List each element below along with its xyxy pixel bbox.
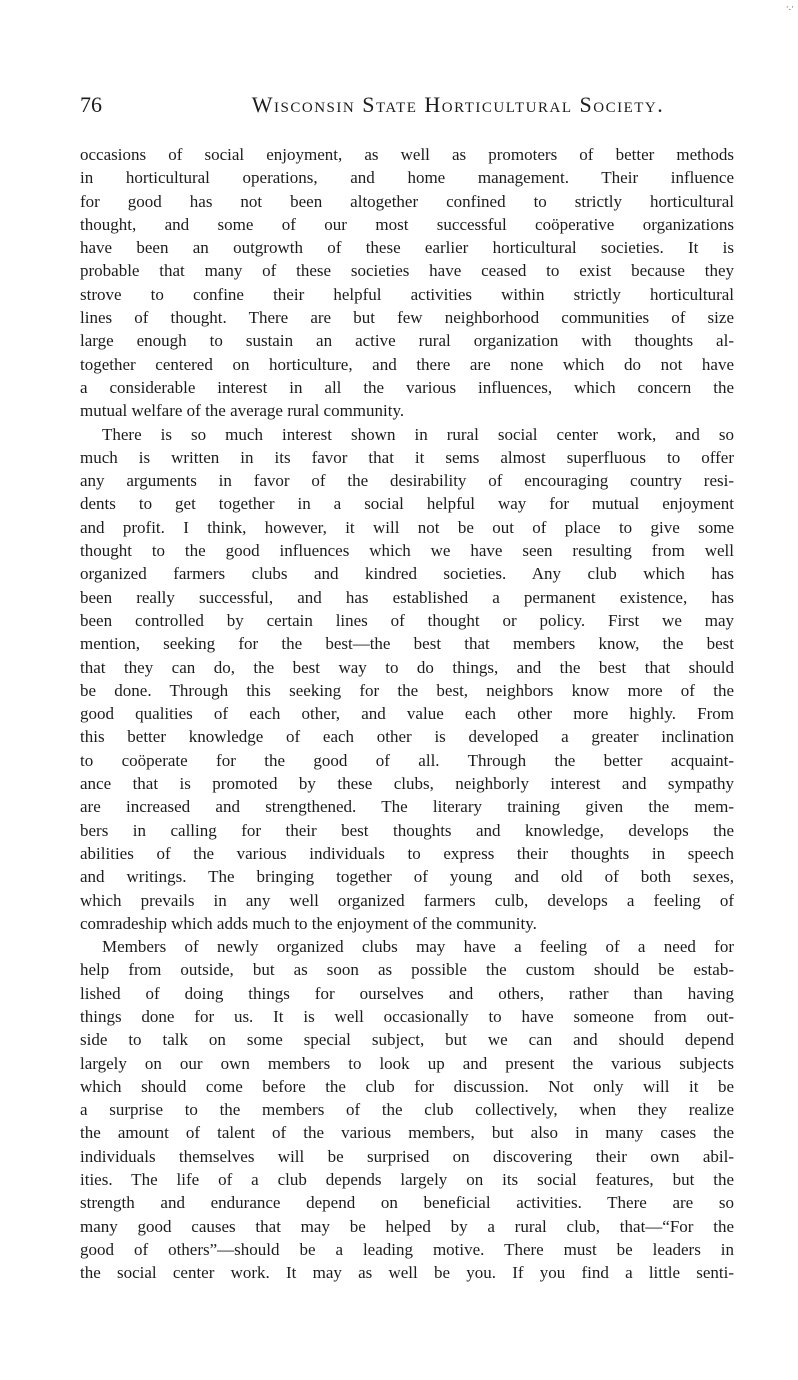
text-line: comradeship which adds much to the enjoyment of the community. — [80, 913, 537, 933]
text-line: a considerable interest in all the various influences, which concern the — [80, 377, 734, 397]
text-line: which prevails in any well organized farmers culb, develops a feeling of — [80, 890, 734, 910]
text-line: large enough to sustain an active rural organization with thoughts al- — [80, 331, 734, 351]
text-line: dents to get together in a social helpful way for mutual enjoyment — [80, 494, 734, 514]
page-number: 76 — [80, 92, 102, 117]
text-line: many good causes that may be helped by a rural club, that—“For the — [80, 1216, 734, 1236]
text-line: lished of doing things for ourselves and others, rather than having — [80, 983, 734, 1003]
text-line: lines of thought. There are but few neighborhood communities of size — [80, 308, 734, 328]
corner-mark: ·.· — [785, 2, 794, 12]
text-line: for good has not been altogether confined to strictly horticultural — [80, 191, 734, 211]
text-line: and writings. The bringing together of young and old of both sexes, — [80, 867, 734, 887]
text-line: organized farmers clubs and kindred societies. Any club which has — [80, 564, 734, 584]
text-line: thought to the good influences which we have seen resulting from well — [80, 541, 734, 561]
text-line: occasions of social enjoyment, as well as promoters of better methods — [80, 145, 734, 164]
text-line: help from outside, but as soon as possible the custom should be estab- — [80, 960, 734, 980]
paragraph — [80, 143, 734, 423]
text-line: and profit. I think, however, it will not be out of place to give some — [80, 517, 734, 537]
text-line: abilities of the various individuals to express their thoughts in speech — [80, 843, 734, 863]
text-line: mention, seeking for the best—the best that members know, the best — [80, 634, 734, 654]
text-line: the amount of talent of the various members, but also in many cases the — [80, 1123, 734, 1143]
text-line: in horticultural operations, and home management. Their influence — [80, 168, 734, 188]
text-line: this better knowledge of each other is developed a greater inclination — [80, 727, 734, 747]
text-line: a surprise to the members of the club collectively, when they realize — [80, 1100, 734, 1120]
text-line: good of others”—should be a leading motive. There must be leaders in — [80, 1239, 734, 1259]
text-line: probable that many of these societies have ceased to exist because they — [80, 261, 734, 281]
running-title: Wisconsin State Horticultural Society. — [251, 92, 665, 117]
text-line: any arguments in favor of the desirability of encouraging country resi- — [80, 471, 734, 491]
text-line: been controlled by certain lines of thought or policy. First we may — [80, 610, 734, 630]
body-text — [80, 143, 734, 1285]
text-line: individuals themselves will be surprised on discovering their own abil- — [80, 1146, 734, 1166]
text-line: bers in calling for their best thoughts and knowledge, develops the — [80, 820, 734, 840]
page-header — [80, 90, 734, 120]
text-line: the social center work. It may as well be you. If you find a little senti- — [80, 1263, 734, 1283]
text-line: which should come before the club for discussion. Not only will it be — [80, 1076, 734, 1096]
text-line: strength and endurance depend on beneficial activities. There are so — [80, 1193, 734, 1213]
paragraph — [80, 935, 734, 1284]
text-line: together centered on horticulture, and there are none which do not have — [80, 354, 734, 374]
text-line: ance that is promoted by these clubs, neighborly interest and sympathy — [80, 774, 734, 794]
text-line: largely on our own members to look up and present the various subjects — [80, 1053, 734, 1073]
text-line: strove to confine their helpful activities within strictly horticultural — [80, 284, 734, 304]
text-line: much is written in its favor that it sems almost superfluous to offer — [80, 447, 734, 467]
text-line: side to talk on some special subject, but we can and should depend — [80, 1030, 734, 1050]
text-line: mutual welfare of the average rural community. — [80, 401, 405, 421]
paragraph — [80, 423, 734, 936]
text-line: be done. Through this seeking for the best, neighbors know more of the — [80, 680, 734, 700]
text-line: thought, and some of our most successful coöperative organizations — [80, 214, 734, 234]
text-line: been really successful, and has established a permanent existence, has — [80, 587, 734, 607]
text-line: to coöperate for the good of all. Through the better acquaint- — [80, 750, 734, 770]
text-line: things done for us. It is well occasionally to have someone from out- — [80, 1006, 734, 1026]
text-line: ities. The life of a club depends largely on its social features, but the — [80, 1170, 734, 1190]
text-line: There is so much interest shown in rural social center work, and so — [102, 424, 734, 444]
text-line: are increased and strengthened. The literary training given the mem- — [80, 797, 734, 817]
text-line: Members of newly organized clubs may have a feeling of a need for — [102, 937, 734, 957]
text-line: good qualities of each other, and value each other more highly. From — [80, 704, 734, 724]
text-line: have been an outgrowth of these earlier horticultural societies. It is — [80, 238, 734, 258]
text-line: that they can do, the best way to do things, and the best that should — [80, 657, 734, 677]
